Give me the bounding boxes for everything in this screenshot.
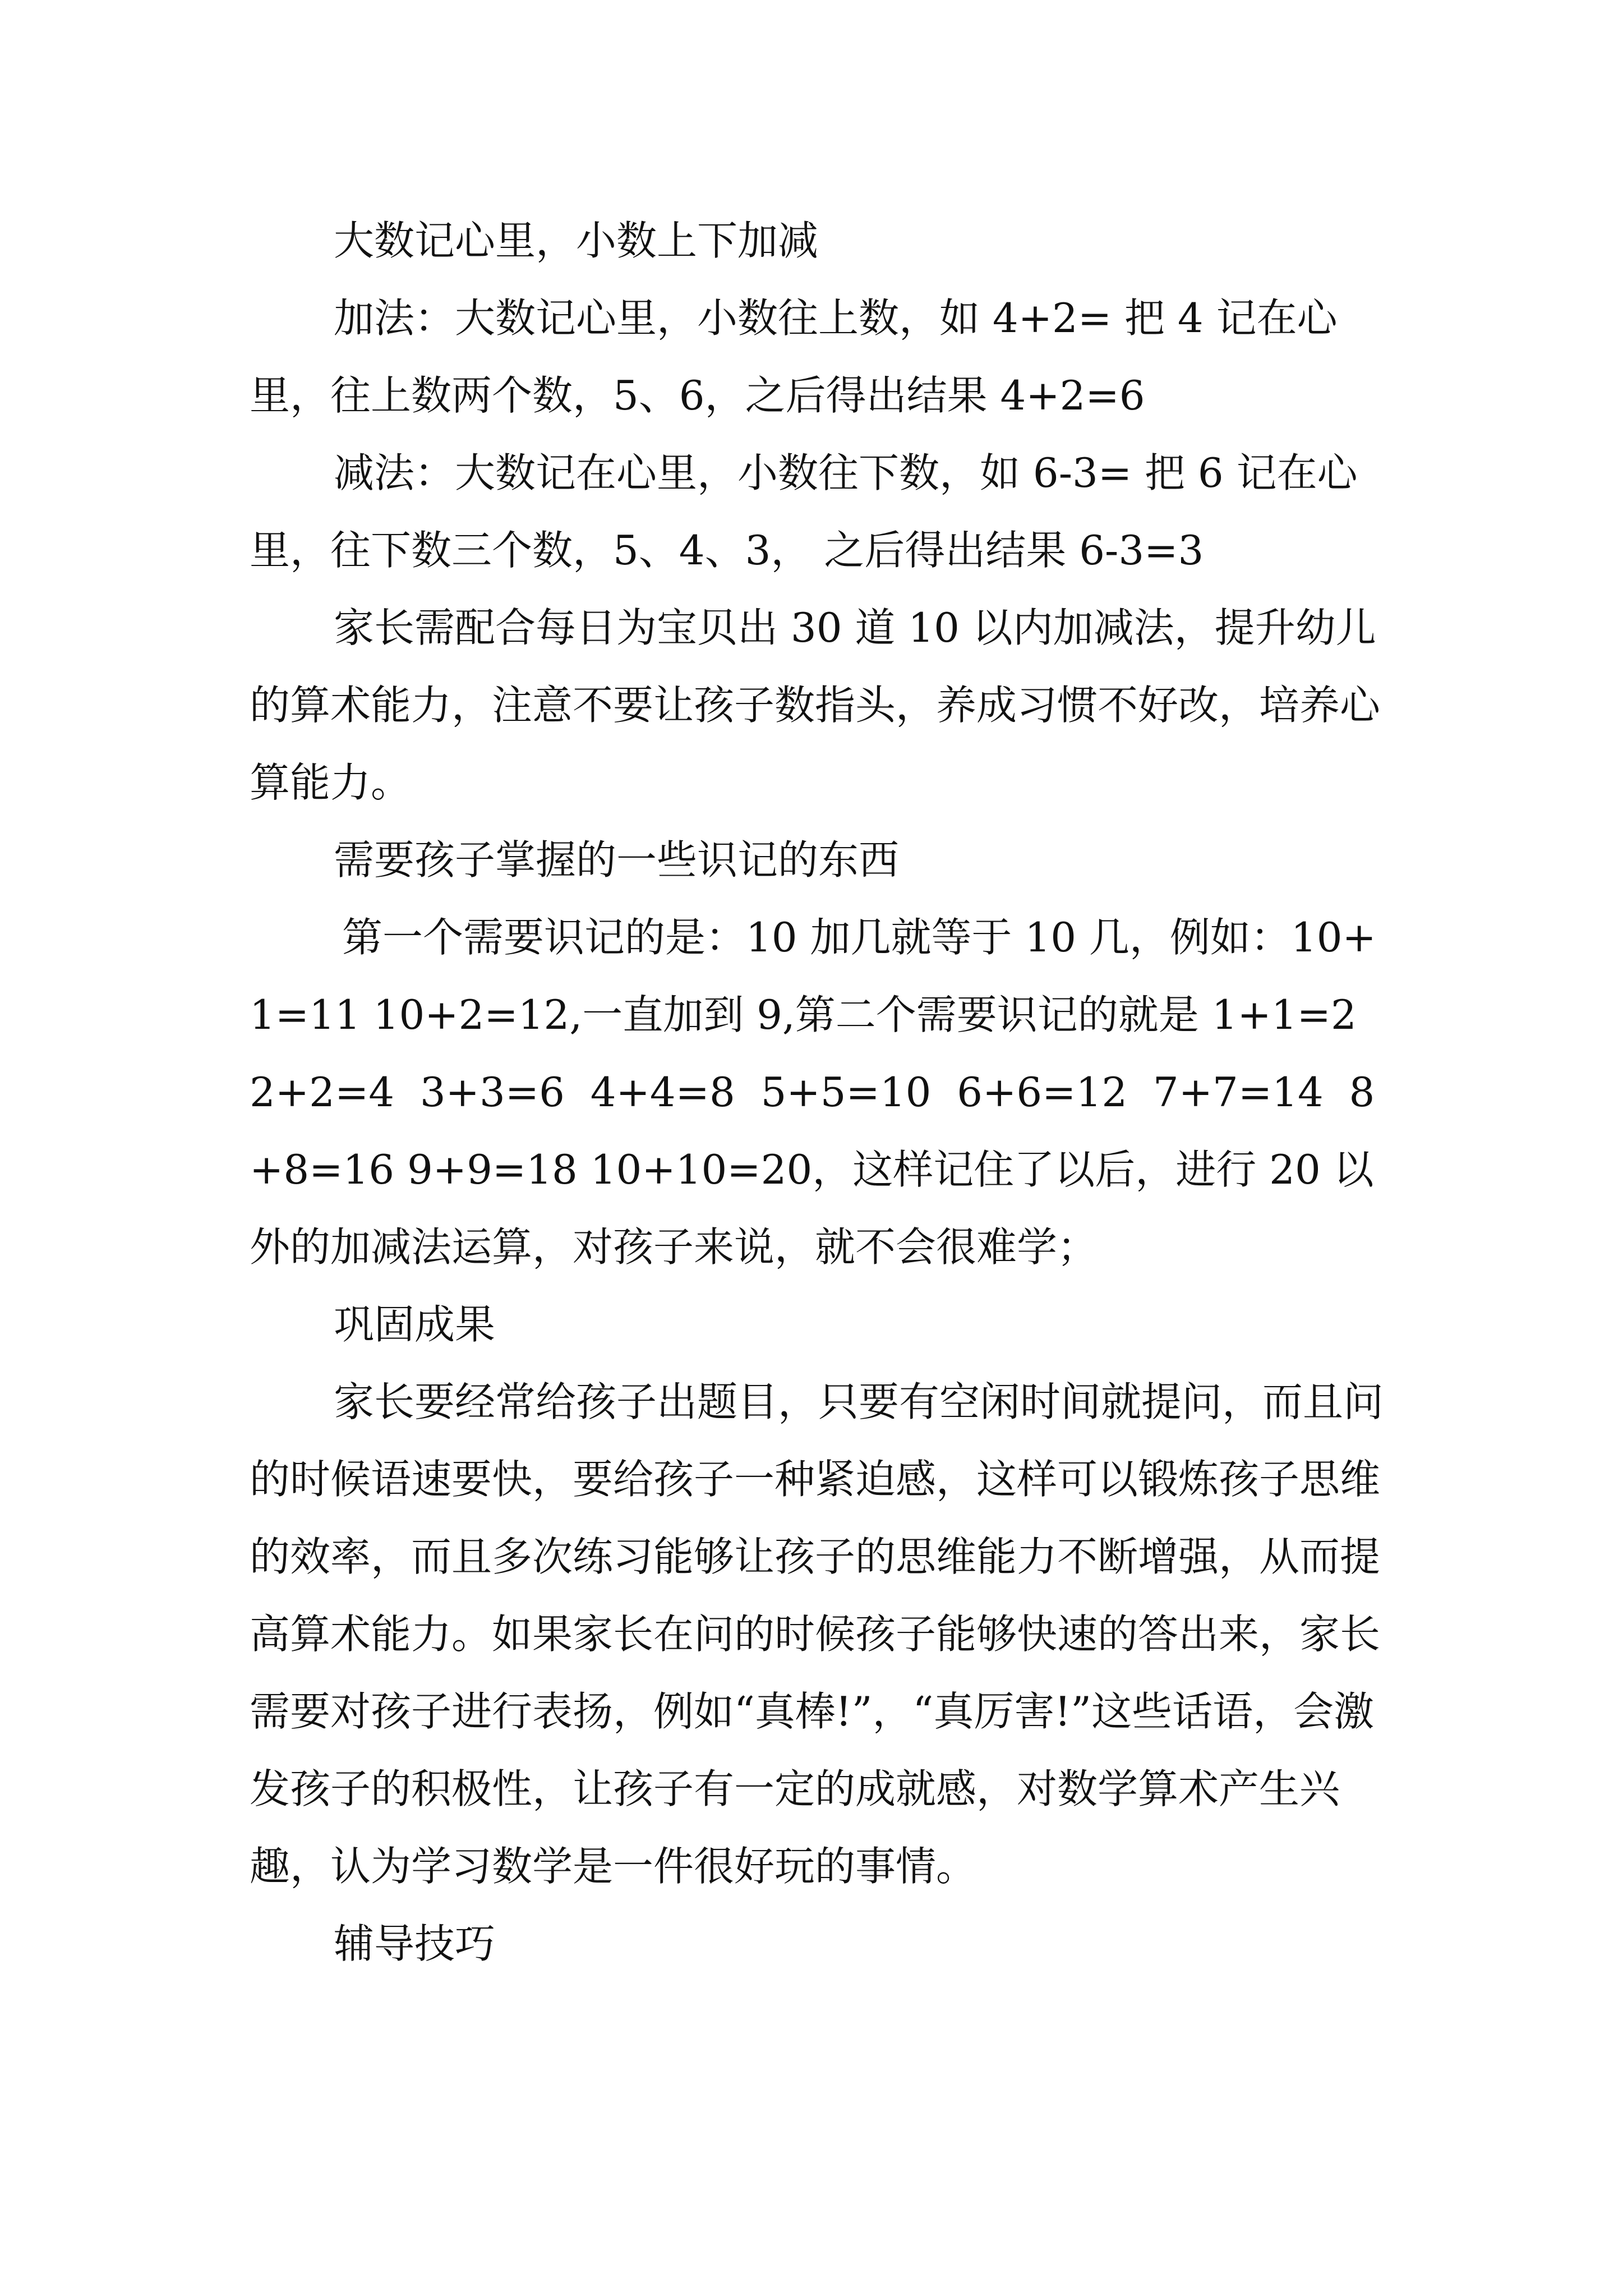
section-heading-tutoring-tips: 辅导技巧 xyxy=(334,1920,496,1967)
section-heading-consolidate: 巩固成果 xyxy=(334,1301,496,1348)
paragraph-memorize-facts: 第一个需要识记的是：10 加几就等于 10 几，例如：10+1=11 10+2=12,一直加到 9,第二个需要识记的就是 1+1=2 2+2=4 3+3=6 4+4=8 5+5=10 6+6=12 7+7=14 8+8=16 9+9=18 10+10=20，这样记住了以后，进行 20 以外的加减法运算，对孩子来说，就不会很难学； xyxy=(250,914,1376,1271)
document-body xyxy=(250,202,1388,1982)
section-heading-mental-arithmetic: 大数记心里，小数上下加减 xyxy=(334,217,819,264)
paragraph-addition-method: 加法：大数记心里，小数往上数，如 4+2= 把 4 记在心里，往上数两个数，5、6，之后得出结果 4+2=6 xyxy=(250,295,1338,419)
paragraph-daily-practice: 家长需配合每日为宝贝出 30 道 10 以内加减法，提升幼儿的算术能力，注意不要让孩子数指头，养成习惯不好改，培养心算能力。 xyxy=(250,604,1381,806)
paragraph-consolidate-results: 家长要经常给孩子出题目，只要有空闲时间就提问，而且问的时候语速要快，要给孩子一种紧迫感，这样可以锻炼孩子思维的效率，而且多次练习能够让孩子的思维能力不断增强，从而提高算术能力。如果家长在问的时候孩子能够快速的答出来，家长需要对孩子进行表扬，例如“真棒!”，“真厉害!”这些话语，会激发孩子的积极性，让孩子有一定的成就感，对数学算术产生兴趣，认为学习数学是一件很好玩的事情。 xyxy=(250,1378,1384,1890)
paragraph-subtraction-method: 减法：大数记在心里，小数往下数，如 6-3= 把 6 记在心里，往下数三个数，5、4、3， 之后得出结果 6-3=3 xyxy=(250,449,1358,574)
section-heading-memorize: 需要孩子掌握的一些识记的东西 xyxy=(334,836,900,884)
